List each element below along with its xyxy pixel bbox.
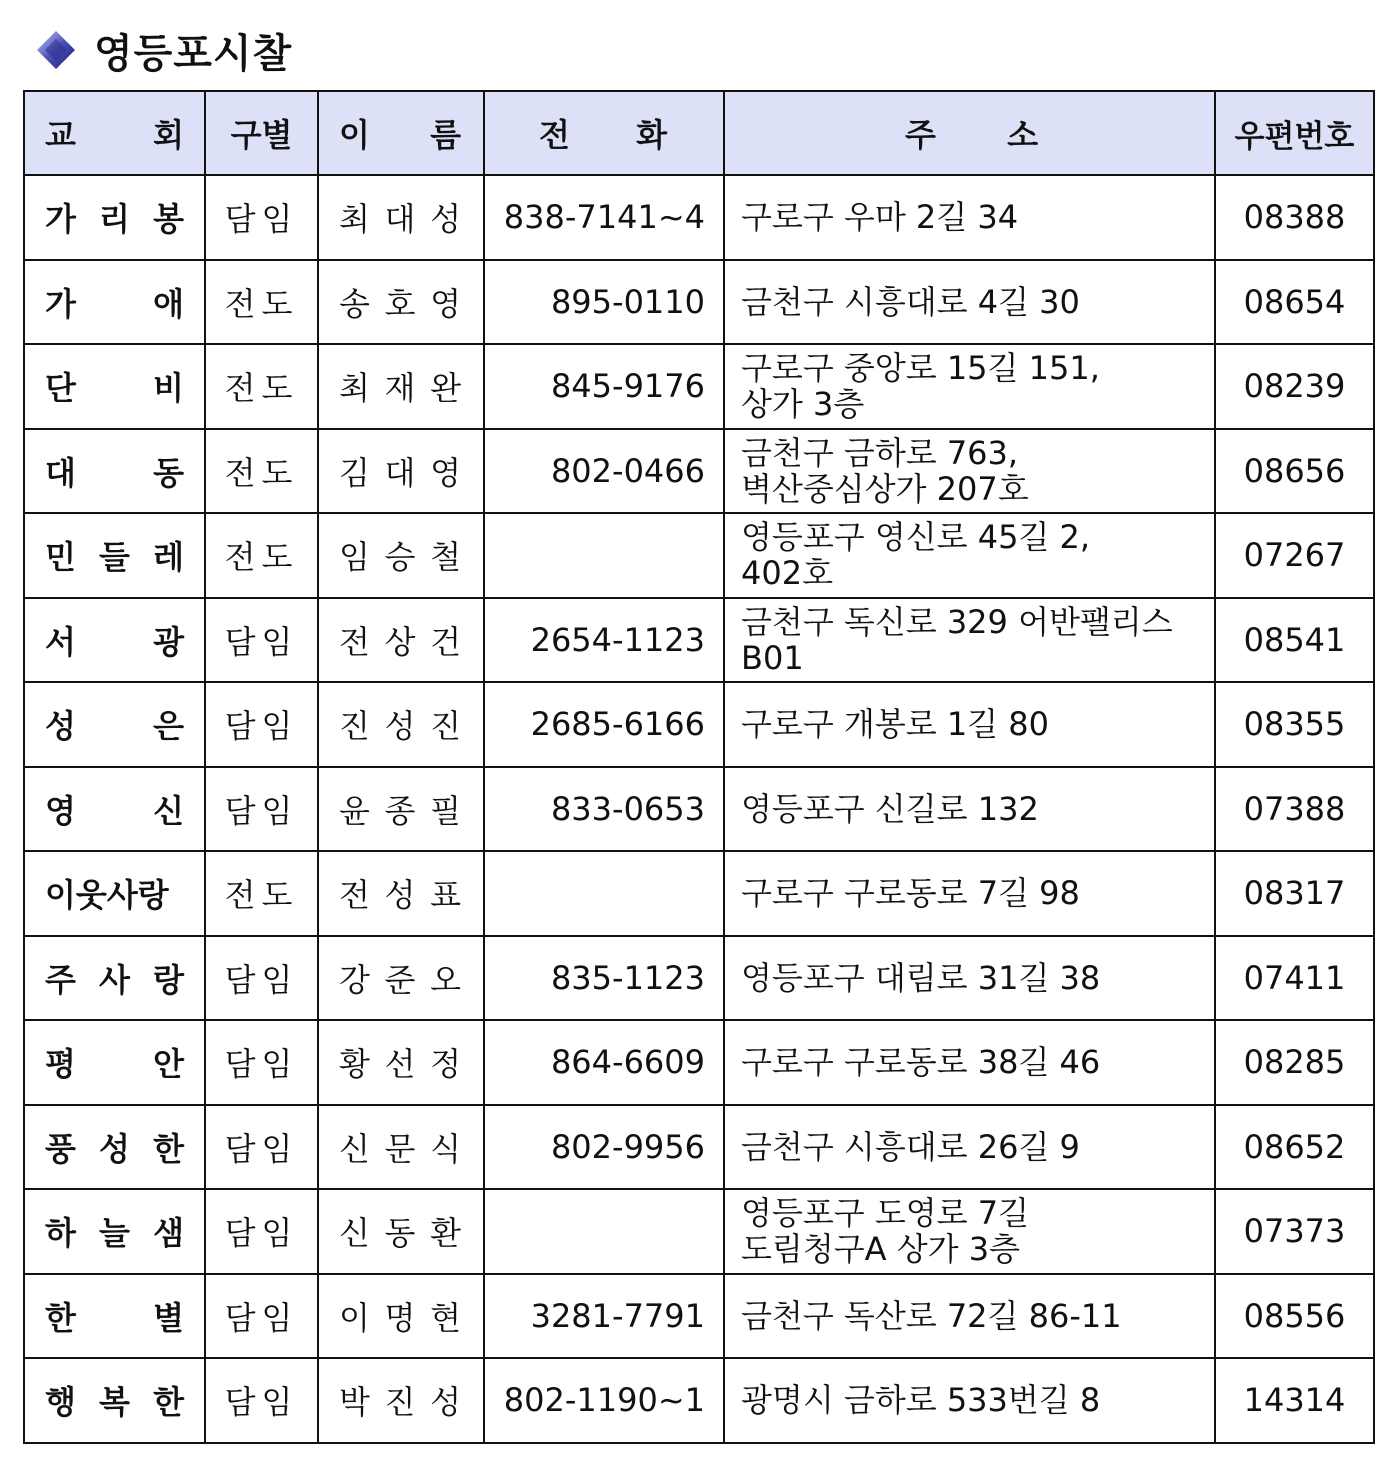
table-row (24, 344, 1374, 429)
table-row (24, 175, 1374, 260)
zip-cell: 07267 (1215, 513, 1374, 598)
pastor-name-cell: 강 준 오 (318, 936, 484, 1021)
church-type-cell: 전도 (205, 851, 318, 936)
pastor-name-cell: 신 문 식 (318, 1105, 484, 1190)
church-name-cell: 단 비 (24, 344, 205, 429)
header-address: 주 소 (724, 91, 1215, 175)
zip-cell: 08388 (1215, 175, 1374, 260)
table-row (24, 1358, 1374, 1443)
page-title: 영등포시찰 (94, 30, 293, 77)
zip-cell: 08654 (1215, 260, 1374, 345)
address-cell: 구로구 구로동로 7길 98 (724, 851, 1215, 936)
address-cell: 구로구 개봉로 1길 80 (724, 682, 1215, 767)
header-church: 교 회 (24, 91, 205, 175)
header-type: 구별 (205, 91, 318, 175)
address-cell: 영등포구 영신로 45길 2, 402호 (724, 513, 1215, 598)
church-name-cell: 가 리 봉 (24, 175, 205, 260)
church-type-cell: 담임 (205, 175, 318, 260)
church-name-cell: 주 사 랑 (24, 936, 205, 1021)
church-name-cell: 서 광 (24, 598, 205, 683)
table-row (24, 260, 1374, 345)
church-type-cell: 담임 (205, 936, 318, 1021)
church-name-cell: 행 복 한 (24, 1358, 205, 1443)
zip-cell: 08355 (1215, 682, 1374, 767)
table-row (24, 936, 1374, 1021)
pastor-name-cell: 임 승 철 (318, 513, 484, 598)
church-type-cell: 전도 (205, 429, 318, 514)
phone-cell: 835-1123 (484, 936, 724, 1021)
pastor-name-cell: 송 호 영 (318, 260, 484, 345)
header-name: 이 름 (318, 91, 484, 175)
pastor-name-cell: 황 선 정 (318, 1020, 484, 1105)
diamond-bullet-icon (36, 30, 76, 70)
phone-cell: 2685-6166 (484, 682, 724, 767)
zip-cell: 07373 (1215, 1189, 1374, 1274)
church-name-cell: 영 신 (24, 767, 205, 852)
zip-cell: 07411 (1215, 936, 1374, 1021)
title-row (36, 20, 292, 80)
pastor-name-cell: 박 진 성 (318, 1358, 484, 1443)
pastor-name-cell: 김 대 영 (318, 429, 484, 514)
church-type-cell: 담임 (205, 682, 318, 767)
pastor-name-cell: 최 재 완 (318, 344, 484, 429)
church-name-cell: 평 안 (24, 1020, 205, 1105)
pastor-name-cell: 윤 종 필 (318, 767, 484, 852)
zip-cell: 08317 (1215, 851, 1374, 936)
phone-cell: 833-0653 (484, 767, 724, 852)
address-cell: 영등포구 도영로 7길 도림청구A 상가 3층 (724, 1189, 1215, 1274)
address-cell: 영등포구 신길로 132 (724, 767, 1215, 852)
table-row (24, 767, 1374, 852)
table-row (24, 1274, 1374, 1359)
zip-cell: 08285 (1215, 1020, 1374, 1105)
pastor-name-cell: 최 대 성 (318, 175, 484, 260)
table-row (24, 598, 1374, 683)
phone-cell: 802-0466 (484, 429, 724, 514)
pastor-name-cell: 전 성 표 (318, 851, 484, 936)
church-type-cell: 전도 (205, 260, 318, 345)
table-row (24, 851, 1374, 936)
church-type-cell: 담임 (205, 1358, 318, 1443)
address-cell: 금천구 금하로 763, 벽산중심상가 207호 (724, 429, 1215, 514)
table-row (24, 682, 1374, 767)
zip-cell: 08541 (1215, 598, 1374, 683)
phone-cell: 838-7141~4 (484, 175, 724, 260)
zip-cell: 08652 (1215, 1105, 1374, 1190)
table-row (24, 429, 1374, 514)
church-type-cell: 전도 (205, 513, 318, 598)
church-type-cell: 전도 (205, 344, 318, 429)
church-type-cell: 담임 (205, 1020, 318, 1105)
church-directory-table (23, 90, 1375, 1444)
phone-cell: 802-1190~1 (484, 1358, 724, 1443)
pastor-name-cell: 전 상 건 (318, 598, 484, 683)
zip-cell: 07388 (1215, 767, 1374, 852)
table-row (24, 1189, 1374, 1274)
pastor-name-cell: 진 성 진 (318, 682, 484, 767)
address-cell: 금천구 독산로 72길 86-11 (724, 1274, 1215, 1359)
phone-cell (484, 851, 724, 936)
table-row (24, 1020, 1374, 1105)
phone-cell (484, 1189, 724, 1274)
phone-cell: 3281-7791 (484, 1274, 724, 1359)
church-name-cell: 풍 성 한 (24, 1105, 205, 1190)
address-cell: 금천구 시흥대로 26길 9 (724, 1105, 1215, 1190)
church-name-cell: 하 늘 샘 (24, 1189, 205, 1274)
church-name-cell: 가 애 (24, 260, 205, 345)
church-name-cell: 한 별 (24, 1274, 205, 1359)
church-name-cell: 대 동 (24, 429, 205, 514)
address-cell: 구로구 중앙로 15길 151, 상가 3층 (724, 344, 1215, 429)
church-type-cell: 담임 (205, 1274, 318, 1359)
church-type-cell: 담임 (205, 1189, 318, 1274)
pastor-name-cell: 신 동 환 (318, 1189, 484, 1274)
address-cell: 구로구 구로동로 38길 46 (724, 1020, 1215, 1105)
zip-cell: 08656 (1215, 429, 1374, 514)
address-cell: 영등포구 대림로 31길 38 (724, 936, 1215, 1021)
church-name-cell: 성 은 (24, 682, 205, 767)
phone-cell (484, 513, 724, 598)
phone-cell: 2654-1123 (484, 598, 724, 683)
phone-cell: 845-9176 (484, 344, 724, 429)
table-row (24, 513, 1374, 598)
zip-cell: 14314 (1215, 1358, 1374, 1443)
church-type-cell: 담임 (205, 1105, 318, 1190)
church-type-cell: 담임 (205, 598, 318, 683)
zip-cell: 08556 (1215, 1274, 1374, 1359)
church-name-cell: 이웃사랑 (24, 851, 205, 936)
table-header-row (24, 91, 1374, 175)
phone-cell: 802-9956 (484, 1105, 724, 1190)
address-cell: 구로구 우마 2길 34 (724, 175, 1215, 260)
table-row (24, 1105, 1374, 1190)
address-cell: 금천구 독신로 329 어반팰리스 B01 (724, 598, 1215, 683)
zip-cell: 08239 (1215, 344, 1374, 429)
church-type-cell: 담임 (205, 767, 318, 852)
phone-cell: 864-6609 (484, 1020, 724, 1105)
pastor-name-cell: 이 명 현 (318, 1274, 484, 1359)
phone-cell: 895-0110 (484, 260, 724, 345)
table-body (24, 175, 1374, 1443)
church-name-cell: 민 들 레 (24, 513, 205, 598)
address-cell: 금천구 시흥대로 4길 30 (724, 260, 1215, 345)
header-phone: 전 화 (484, 91, 724, 175)
address-cell: 광명시 금하로 533번길 8 (724, 1358, 1215, 1443)
header-zip: 우편번호 (1215, 91, 1374, 175)
